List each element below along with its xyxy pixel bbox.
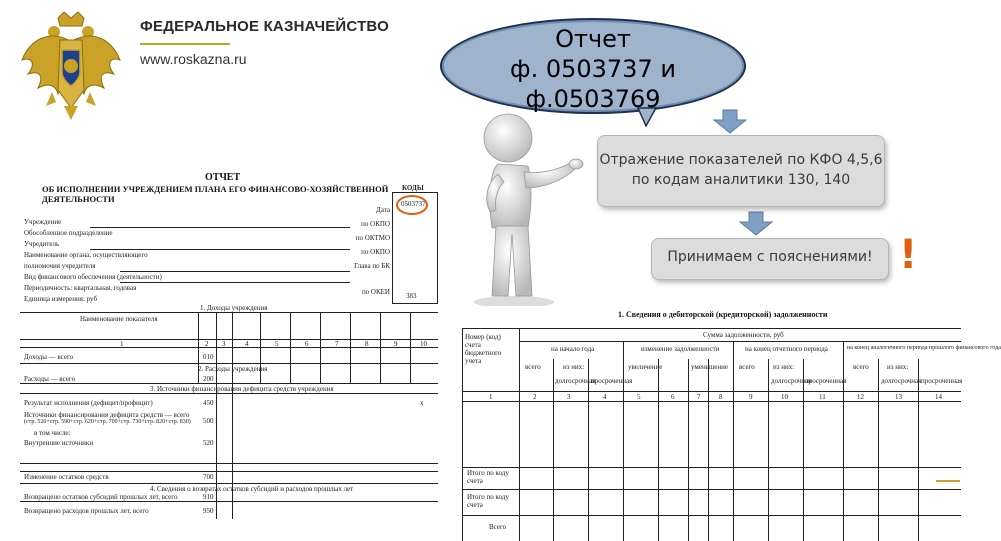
form-0503737-image [20,170,438,518]
row-expense-code: 200 [203,375,214,383]
col-number: 4 [603,393,607,401]
group-header: изменение задолженности [641,345,720,353]
form-row-label: полномочия учредителя [24,262,96,270]
section-2-title: 2. Расходы учреждения [198,365,268,373]
row-result-code: 450 [203,399,214,407]
col-number: 7 [697,393,701,401]
form-row-label: Наименование органа, осуществляющего [24,251,148,259]
form-subtitle: ОБ ИСПОЛНЕНИИ УЧРЕЖДЕНИЕМ ПЛАНА ЕГО ФИНАНСОВО-ХОЗЯЙСТВЕННОЙ ДЕЯТЕЛЬНОСТИ [42,184,389,204]
col-number: 2 [205,340,209,348]
sub-header-decrease: уменьшение [691,363,728,371]
col-number: 8 [719,393,723,401]
code-label: по ОКПО [361,248,390,256]
decorative-rule [936,480,960,482]
form-header-rows [24,218,384,306]
total-code-row: Итого по коду счета [467,469,509,485]
info-box-kfo-line-2: по кодам аналитики 130, 140 [631,172,851,188]
form-title: ОТЧЕТ [205,172,241,183]
col-number: 6 [305,340,309,348]
bubble-line-2: ф. 0503737 и ф.0503769 [510,55,676,113]
row-result: Результат исполнения (дефицит/профицит) [24,399,153,407]
form-row-label: Вид финансового обеспечения (деятельности) [24,273,162,281]
sub-header-long: долгосрочная [555,377,596,385]
bubble-line-1: Отчет [555,25,631,53]
col-number: 1 [489,393,493,401]
col-number: 14 [935,393,942,401]
col-number: 10 [781,393,788,401]
col-sum-header: Сумма задолженности, руб [703,331,784,339]
code-label: по ОКТМО [355,234,390,242]
form-row-label: Единица измерения: руб [24,295,98,303]
form-table [20,312,438,519]
form-code-labels [350,206,390,302]
col-number: 5 [275,340,279,348]
org-name: ФЕДЕРАЛЬНОЕ КАЗНАЧЕЙСТВО [140,18,389,35]
row-sources: Источники финансирования дефицита средств — всего [24,411,190,419]
sub-header-overdue: просроченная [921,377,963,385]
row-change: Изменение остатков средств [24,473,109,481]
sub-header-long: долгосрочная [881,377,922,385]
sub-header-total: всего [853,363,869,371]
col-number: 12 [857,393,864,401]
info-box-kfo-line-1: Отражение показателей по КФО 4,5,6 [599,152,883,168]
sub-header-overdue: просроченная [591,377,633,385]
row-expense: Расходы — всего [24,375,76,383]
form-row-label: Учреждение [24,218,62,226]
codes-header: КОДЫ [402,184,424,192]
row-return-2: Возвращено расходов прошлых лет, всего [24,507,149,515]
col-number: 8 [365,340,369,348]
row-change-x: x [420,399,424,407]
col-number: 6 [671,393,675,401]
col-number: 3 [567,393,571,401]
col-number: 7 [335,340,339,348]
col-number: 11 [819,393,826,401]
down-arrow-icon [738,212,774,236]
form-row-label: Обособленное подразделение [24,229,113,237]
sub-header-incl: из них: [887,363,909,371]
form-code: 0503737 [401,200,426,208]
sub-header-incl: из них: [563,363,585,371]
row-income: Доходы — всего [24,353,74,361]
col-number: 3 [222,340,226,348]
down-arrow-icon [712,110,748,134]
info-box-kfo-text [597,150,885,190]
col-number: 10 [420,340,427,348]
row-change-code: 700 [203,473,214,481]
code-label: Глава по БК [354,262,390,270]
row-return-1-code: 910 [203,493,214,501]
col-number: 13 [895,393,902,401]
row-sources-code: 500 [203,417,214,425]
row-internal-code: 520 [203,439,214,447]
row-sources-note: (стр. 520+стр. 590+стр. 620+стр. 700+стр. 730+стр. 820+стр. 830) [24,419,191,425]
org-url: www.roskazna.ru [140,51,247,67]
col-number: 9 [749,393,753,401]
debt-table-title: 1. Сведения о дебиторской (кредиторской) задолженности [618,310,828,319]
exclamation-icon: ! [899,232,918,278]
debt-table [462,328,1001,541]
sub-header-increase: увеличение [628,363,663,371]
col-number: 9 [394,340,398,348]
org-divider [140,43,230,45]
group-header: на конец аналогичного периода прошлого финансового года [847,345,1001,351]
row-internal: Внутренние источники [24,439,94,447]
code-label: по ОКЕИ [361,288,390,296]
presenter-figure-icon [472,100,592,310]
total-all-row: Всего [489,523,507,531]
group-header: на начало года [551,345,595,353]
okei-value: 383 [406,292,417,300]
row-income-code: 010 [203,353,214,361]
sub-header-long: долгосрочная [771,377,812,385]
col-name-header: Наименование показателя [80,315,158,323]
code-label: Дата [376,206,390,214]
info-box-accept-text: Принимаем с пояснениями! [667,249,873,265]
col-number: 5 [637,393,641,401]
section-4-title: 4. Сведения о возвратах остатков субсидий и расходов прошлых лет [150,485,354,493]
section-1-title: 1. Доходы учреждения [200,304,268,312]
col-number: 1 [120,340,124,348]
sub-header-overdue: просроченная [805,377,847,385]
col-number: 4 [245,340,249,348]
section-3-title: 3. Источники финансирования дефицита средств учреждения [150,385,334,393]
col-number: 2 [533,393,537,401]
total-code-row: Итого по коду счета [467,493,509,509]
emblem-icon [18,10,124,122]
form-row-label: Учредитель [24,240,60,248]
form-row-label: Периодичность: квартальная, годовая [24,284,137,292]
highlight-circle [396,195,428,215]
row-including: в том числе: [34,429,71,437]
sub-header-incl: из них: [773,363,795,371]
debt-table-image [458,306,1001,540]
group-header: на конец отчетного периода [745,345,828,353]
sub-header-total: всего [739,363,755,371]
col-account-header: Номер (код) счета бюджетного учета [465,333,502,365]
code-label: по ОКПО [361,220,390,228]
row-return-2-code: 950 [203,507,214,515]
row-return-1: Возвращено остатков субсидий прошлых лет, всего [24,493,178,501]
sub-header-total: всего [525,363,541,371]
